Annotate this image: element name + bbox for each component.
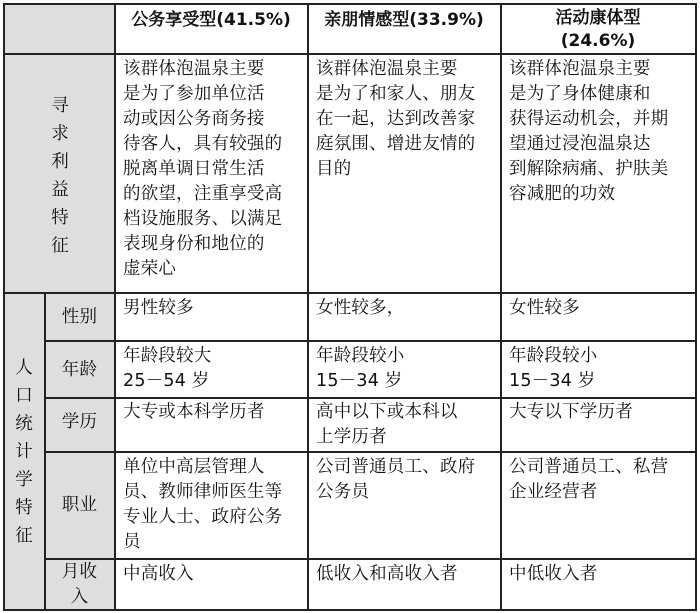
income-col3: 中低收入者 bbox=[509, 564, 598, 584]
row-label-education: 学历 bbox=[61, 412, 98, 432]
row-label-income: 月收 入 bbox=[61, 562, 98, 607]
column-divider-2 bbox=[307, 3, 309, 611]
occupation-col3: 公司普通员工、私营 企业经营者 bbox=[509, 457, 669, 502]
row-label-age: 年龄 bbox=[61, 360, 98, 380]
header-type-3-name: 活动康体型 bbox=[555, 8, 641, 28]
age-col2: 年龄段较小 15－34 岁 bbox=[316, 346, 405, 391]
row-divider-gender bbox=[44, 340, 697, 342]
occupation-col1: 单位中高层管理人 员、教师律师医生等 专业人士、政府公务 员 bbox=[123, 457, 283, 552]
education-col1: 大专或本科学历者 bbox=[123, 402, 265, 422]
table-border-left bbox=[3, 3, 5, 611]
column-divider-3 bbox=[500, 3, 502, 611]
demographic-label: 人 口 统 计 学 特 征 bbox=[15, 358, 33, 546]
occupation-col2: 公司普通员工、政府 公务员 bbox=[316, 457, 476, 502]
age-col1: 年龄段较大 25－54 岁 bbox=[123, 346, 212, 391]
column-divider-1 bbox=[114, 3, 116, 611]
education-col2: 高中以下或本科以 上学历者 bbox=[316, 402, 458, 447]
gender-col2: 女性较多， bbox=[316, 298, 405, 318]
benefit-label: 寻 求 利 益 特 征 bbox=[51, 96, 69, 256]
income-col2: 低收入和高收入者 bbox=[316, 564, 458, 584]
age-col3: 年龄段较小 15－34 岁 bbox=[509, 346, 598, 391]
income-col1: 中高收入 bbox=[123, 564, 194, 584]
row-label-gender: 性别 bbox=[61, 307, 98, 327]
education-col3: 大专以下学历者 bbox=[509, 402, 633, 422]
header-type-1: 公务享受型(41.5%) bbox=[131, 10, 291, 30]
header-type-3-share: (24.6%) bbox=[560, 31, 636, 51]
row-divider-benefit bbox=[4, 292, 697, 294]
table-border-right bbox=[695, 3, 697, 611]
header-type-2: 亲朋情感型(33.9%) bbox=[324, 10, 484, 30]
header-corner-cell bbox=[4, 4, 115, 53]
gender-col3: 女性较多 bbox=[509, 298, 580, 318]
row-divider-header bbox=[4, 53, 697, 55]
row-label-occupation: 职业 bbox=[61, 495, 98, 515]
gender-col1: 男性较多 bbox=[123, 298, 194, 318]
benefit-col3: 该群体泡温泉主要 是为了身体健康和 获得运动机会，并期 望通过浸泡温泉达 到解除病痛、护肤美 容减肥的功效 bbox=[509, 59, 669, 204]
benefit-col2: 该群体泡温泉主要 是为了和家人、朋友 在一起，达到改善家 庭氛围、增进友情的 目的 bbox=[316, 59, 476, 179]
row-divider-age bbox=[44, 397, 697, 399]
row-divider-occupation bbox=[44, 558, 697, 560]
table-border-top bbox=[4, 3, 697, 5]
row-divider-education bbox=[44, 451, 697, 453]
benefit-col1: 该群体泡温泉主要 是为了参加单位活 动或因公务商务接 待客人，具有较强的 脱离单调日常生活 的欲望，注重享受高 档设施服务、以满足 表现身份和地位的 虚荣心 bbox=[123, 59, 283, 279]
